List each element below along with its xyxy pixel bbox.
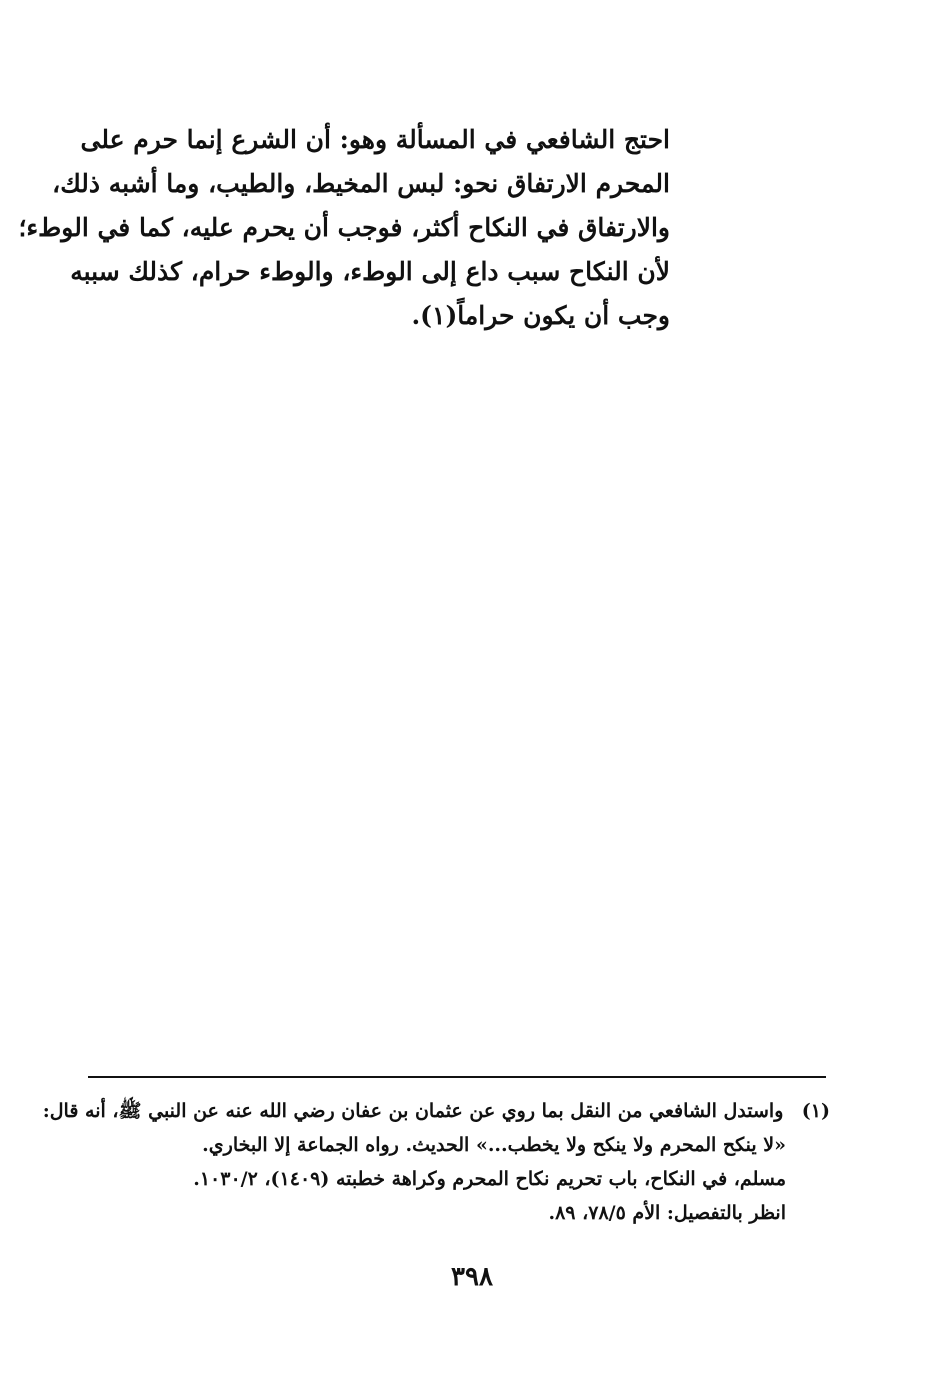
footnote-separator <box>88 1076 826 1078</box>
main-paragraph <box>18 118 670 338</box>
paragraph-line-1: احتج الشافعي في المسألة وهو: أن الشرع إنما حرم على <box>80 125 670 154</box>
footnote-block <box>42 1094 830 1230</box>
footnote-line-1 <box>42 1094 830 1128</box>
page-number: ٣٩٨ <box>451 1262 493 1292</box>
footnote-line-4: انظر بالتفصيل: الأم ٧٨/٥، ٨٩. <box>548 1202 786 1224</box>
footnote-marker: (١) <box>801 1100 830 1122</box>
paragraph-line-5: وجب أن يكون حراماً(١). <box>411 301 670 330</box>
footnote-line-3: مسلم، في النكاح، باب تحريم نكاح المحرم وكراهة خطبته (١٤٠٩)، ١٠٣٠/٢. <box>193 1168 786 1190</box>
paragraph-line-3: والارتفاق في النكاح أكثر، فوجب أن يحرم عليه، كما في الوطء؛ <box>18 213 670 242</box>
paragraph-line-2: المحرم الارتفاق نحو: لبس المخيط، والطيب، وما أشبه ذلك، <box>52 169 670 198</box>
footnote-text-1: واستدل الشافعي من النقل بما روي عن عثمان بن عفان رضي الله عنه عن النبي ﷺ، أنه قال: <box>42 1100 784 1122</box>
footnote-line-2: «لا ينكح المحرم ولا ينكح ولا يخطب...» الحديث. رواه الجماعة إلا البخاري. <box>202 1134 786 1156</box>
paragraph-line-4: لأن النكاح سبب داع إلى الوطء، والوطء حرام، كذلك سببه <box>70 257 670 286</box>
